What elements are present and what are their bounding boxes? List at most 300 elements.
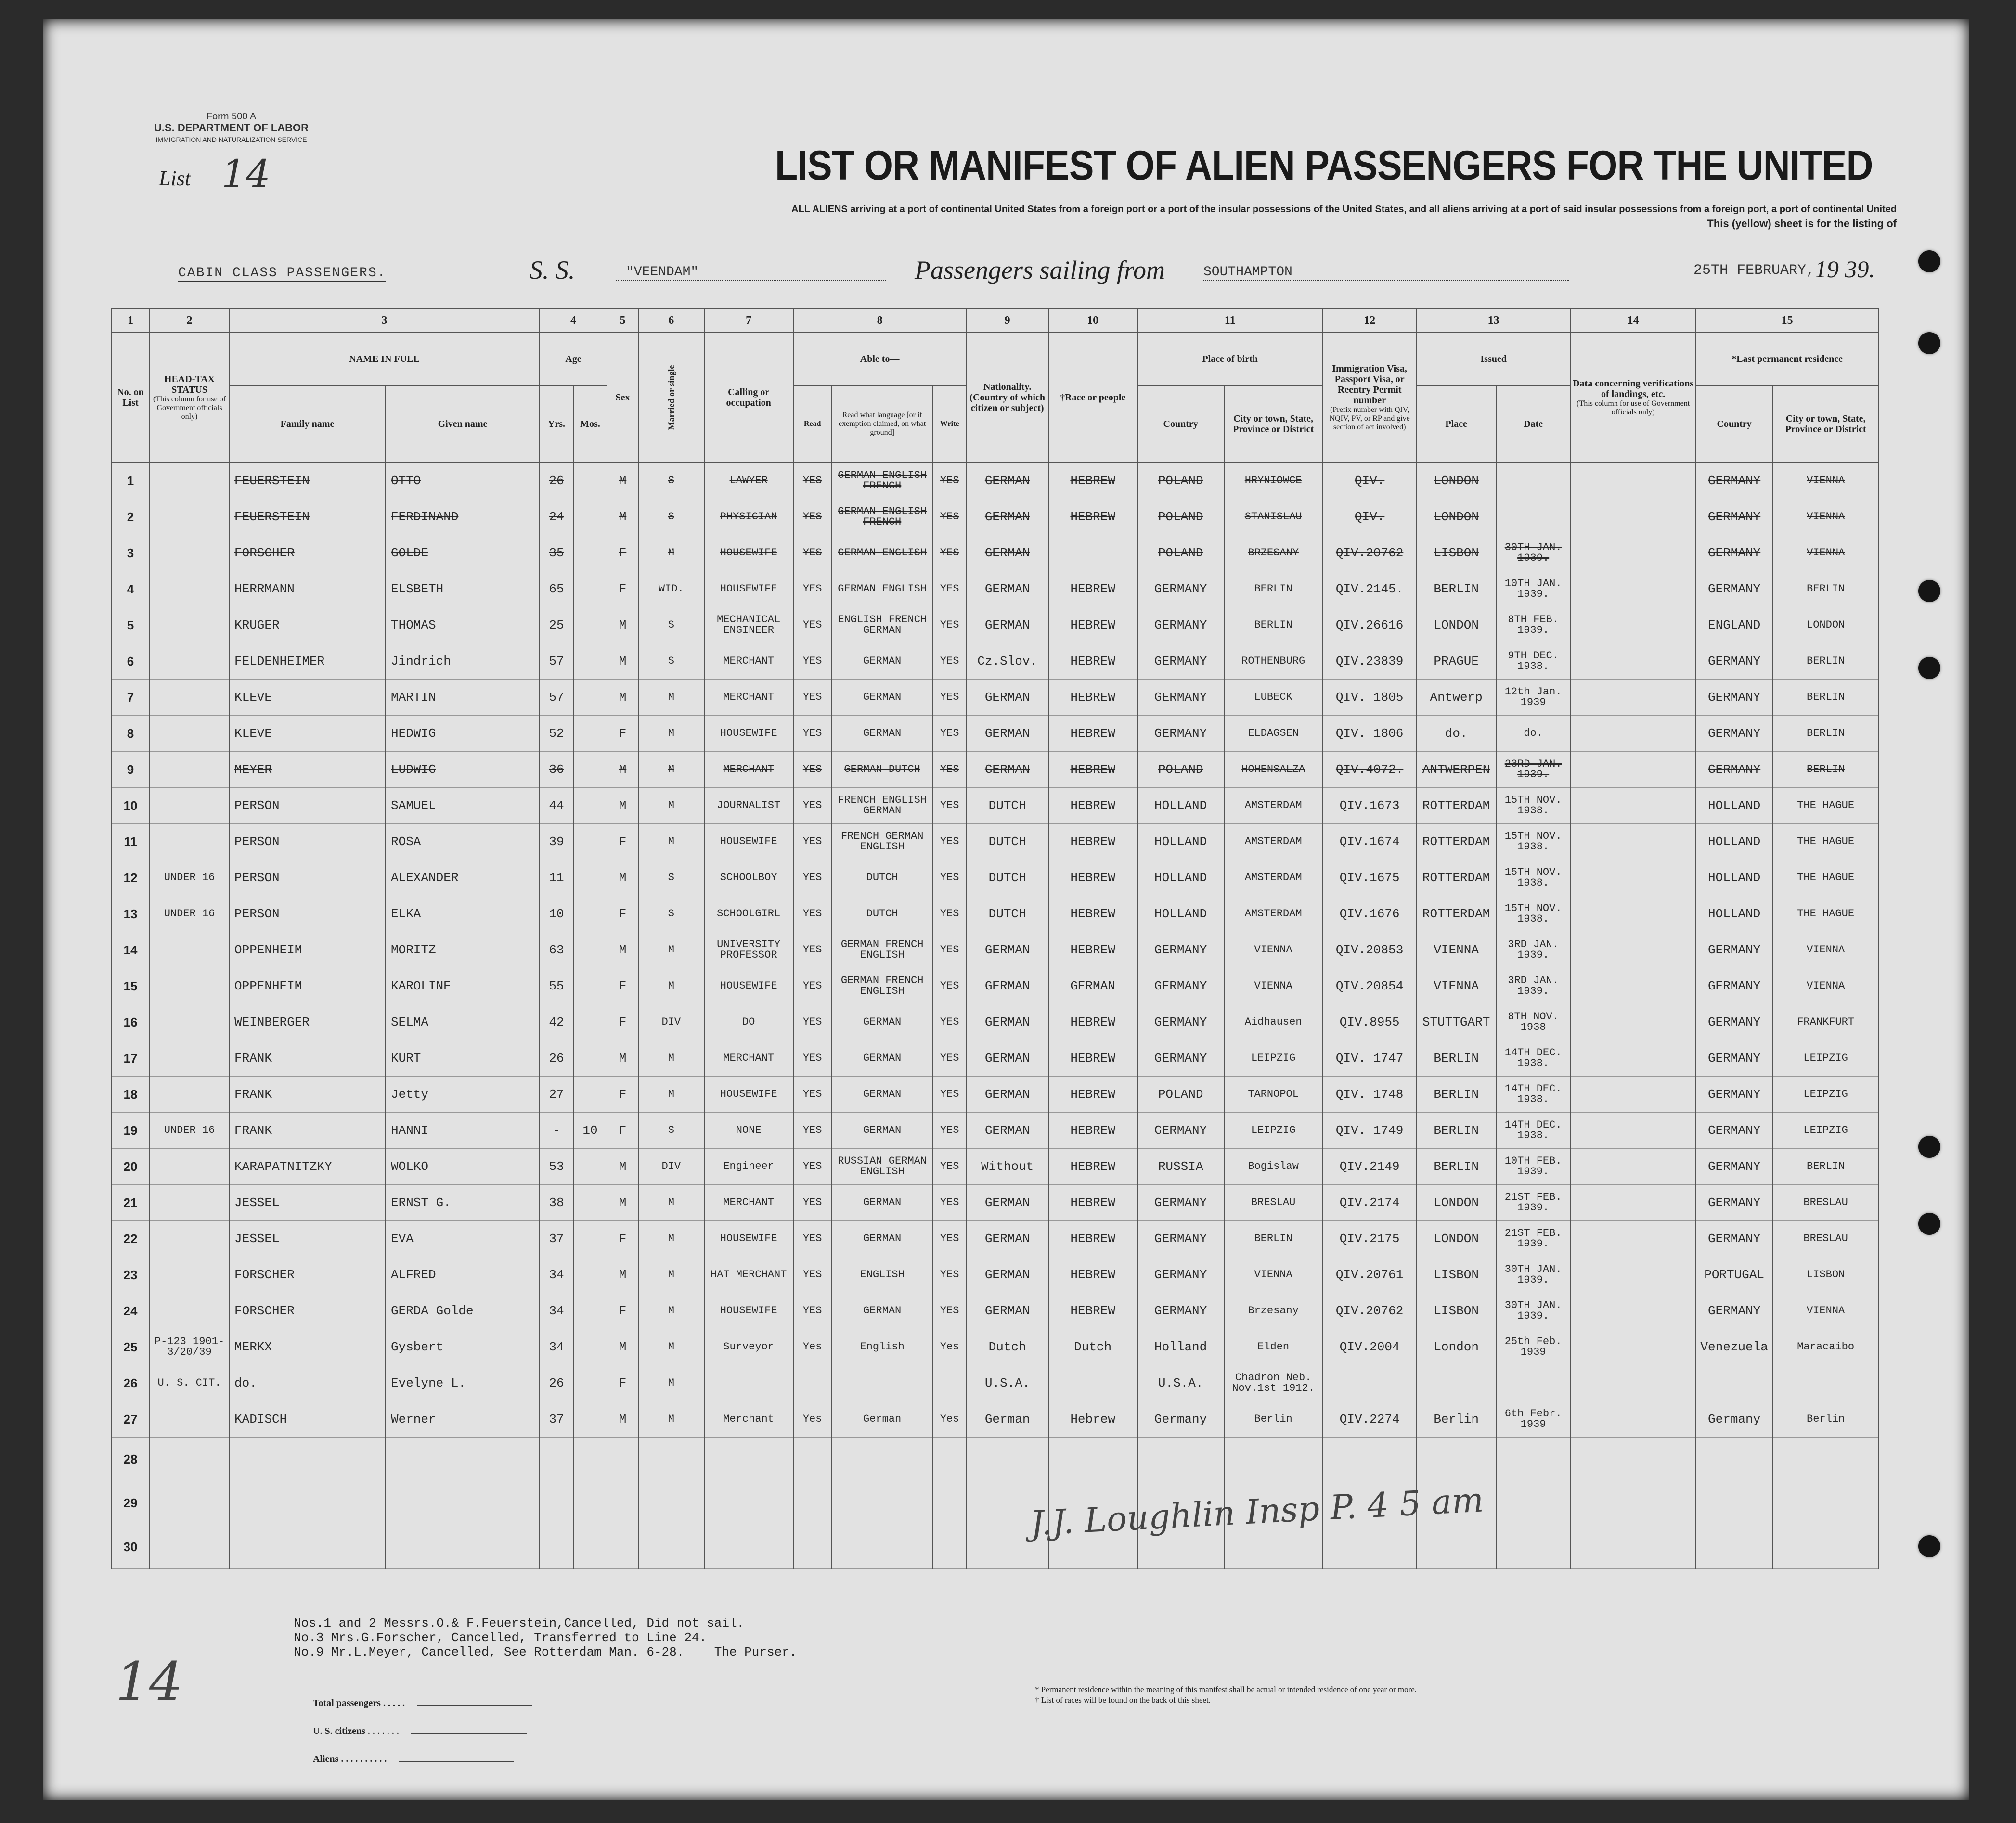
age-months: [573, 1293, 607, 1329]
residence-city: [1773, 1438, 1879, 1481]
birth-city: AMSTERDAM: [1224, 788, 1323, 824]
residence-city: BERLIN: [1773, 716, 1879, 752]
visa-number: QIV.2145.: [1323, 571, 1417, 607]
nationality: DUTCH: [967, 896, 1048, 932]
can-read: YES: [793, 1185, 832, 1221]
colnum-1: 1: [111, 308, 150, 333]
birth-city: Aidhausen: [1224, 1004, 1323, 1040]
race: [1048, 535, 1137, 571]
family-name: PERSON: [229, 788, 386, 824]
sex: [607, 1525, 638, 1569]
manifest-sheet: [43, 19, 1969, 1800]
birth-country: GERMANY: [1137, 680, 1224, 716]
residence-city: VIENNA: [1773, 932, 1879, 968]
residence-city: BRESLAU: [1773, 1221, 1879, 1257]
issued-date: 30TH JAN. 1939.: [1496, 535, 1571, 571]
occupation: MERCHANT: [704, 1185, 793, 1221]
residence-country: GERMANY: [1696, 680, 1773, 716]
landing-data: [1571, 716, 1696, 752]
visa-number: QIV.4072.: [1323, 752, 1417, 788]
hdr-landing-note: (This column for use of Government officials only): [1577, 399, 1690, 416]
marital-status: S: [638, 607, 704, 643]
can-write: YES: [933, 968, 967, 1004]
age-months: [573, 860, 607, 896]
landing-data: [1571, 1077, 1696, 1113]
marital-status: M: [638, 1077, 704, 1113]
hdr-nationality: Nationality. (Country of which citizen or subject): [967, 333, 1048, 462]
landing-data: [1571, 462, 1696, 499]
can-read: YES: [793, 643, 832, 680]
birth-country: GERMANY: [1137, 932, 1224, 968]
marital-status: M: [638, 1293, 704, 1329]
occupation: MERCHANT: [704, 752, 793, 788]
birth-country: GERMANY: [1137, 1185, 1224, 1221]
sex: F: [607, 716, 638, 752]
hdr-visa: [1323, 333, 1417, 462]
table-row: [111, 752, 1879, 788]
marital-status: M: [638, 788, 704, 824]
sex: M: [607, 1329, 638, 1365]
nationality: DUTCH: [967, 860, 1048, 896]
age-months: [573, 1185, 607, 1221]
table-row: [111, 824, 1879, 860]
hdr-married: [638, 333, 704, 462]
residence-city: VIENNA: [1773, 462, 1879, 499]
visa-number: QIV.1675: [1323, 860, 1417, 896]
birth-country: HOLLAND: [1137, 896, 1224, 932]
race: HEBREW: [1048, 462, 1137, 499]
occupation: SCHOOLGIRL: [704, 896, 793, 932]
age-months: [573, 1525, 607, 1569]
birth-city: BRESLAU: [1224, 1185, 1323, 1221]
occupation: [704, 1481, 793, 1525]
occupation: HOUSEWIFE: [704, 1077, 793, 1113]
issued-place: VIENNA: [1417, 968, 1496, 1004]
given-name: Evelyne L.: [386, 1365, 540, 1401]
birth-city: TARNOPOL: [1224, 1077, 1323, 1113]
row-number: 20: [111, 1149, 150, 1185]
age-years: 42: [540, 1004, 573, 1040]
table-row: [111, 1221, 1879, 1257]
manifest-table: [111, 308, 1879, 1569]
issued-date: 10TH JAN. 1939.: [1496, 571, 1571, 607]
age-months: [573, 716, 607, 752]
age-months: [573, 607, 607, 643]
hdr-read-language: Read what language [or if exemption claimed, on what ground]: [832, 385, 933, 462]
hdr-name-in-full: NAME IN FULL: [229, 333, 540, 385]
age-years: 57: [540, 643, 573, 680]
birth-city: VIENNA: [1224, 1257, 1323, 1293]
can-read: YES: [793, 499, 832, 535]
binder-hole: [1918, 1535, 1940, 1557]
age-months: [573, 643, 607, 680]
ss-label: S. S.: [530, 256, 575, 284]
age-years: [540, 1481, 573, 1525]
residence-country: HOLLAND: [1696, 788, 1773, 824]
can-write: YES: [933, 932, 967, 968]
residence-country: GERMANY: [1696, 752, 1773, 788]
sex: F: [607, 1113, 638, 1149]
race: HEBREW: [1048, 1257, 1137, 1293]
can-read: YES: [793, 788, 832, 824]
issued-place: Antwerp: [1417, 680, 1496, 716]
us-citizens-blank: [411, 1733, 527, 1734]
can-write: YES: [933, 1113, 967, 1149]
issued-place: LONDON: [1417, 462, 1496, 499]
hdr-landing-title: Data concerning verifications of landings, etc.: [1573, 378, 1694, 399]
family-name: PERSON: [229, 896, 386, 932]
read-language: GERMAN ENGLISH: [832, 571, 933, 607]
visa-number: QIV.20854: [1323, 968, 1417, 1004]
issued-place: LISBON: [1417, 1257, 1496, 1293]
sex: F: [607, 1293, 638, 1329]
can-write: YES: [933, 643, 967, 680]
family-name: JESSEL: [229, 1221, 386, 1257]
visa-number: QIV.1673: [1323, 788, 1417, 824]
residence-country: GERMANY: [1696, 716, 1773, 752]
race: HEBREW: [1048, 1113, 1137, 1149]
visa-number: QIV.23839: [1323, 643, 1417, 680]
age-months: [573, 1401, 607, 1438]
sex: M: [607, 932, 638, 968]
age-months: 10: [573, 1113, 607, 1149]
sex: F: [607, 571, 638, 607]
table-row: [111, 1113, 1879, 1149]
can-read: YES: [793, 1113, 832, 1149]
occupation: HOUSEWIFE: [704, 716, 793, 752]
occupation: [704, 1525, 793, 1569]
row-number: 19: [111, 1113, 150, 1149]
issued-place: LONDON: [1417, 499, 1496, 535]
family-name: FRANK: [229, 1040, 386, 1077]
family-name: MEYER: [229, 752, 386, 788]
can-read: YES: [793, 1077, 832, 1113]
visa-number: [1323, 1365, 1417, 1401]
sex: M: [607, 1257, 638, 1293]
table-row: [111, 607, 1879, 643]
can-read: YES: [793, 571, 832, 607]
subtitle-line-1: ALL ALIENS arriving at a port of continental United States from a foreign port or a port of the insular possessions of the United States, and all aliens arriving at a port of said insular possessions from a foreign port, a port of continental United: [791, 204, 1897, 215]
race: HEBREW: [1048, 1185, 1137, 1221]
birth-country: Germany: [1137, 1401, 1224, 1438]
table-row: [111, 643, 1879, 680]
occupation: HOUSEWIFE: [704, 824, 793, 860]
family-name: PERSON: [229, 824, 386, 860]
occupation: HAT MERCHANT: [704, 1257, 793, 1293]
visa-number: QIV. 1748: [1323, 1077, 1417, 1113]
residence-country: HOLLAND: [1696, 896, 1773, 932]
race: HEBREW: [1048, 1040, 1137, 1077]
marital-status: [638, 1481, 704, 1525]
race: HEBREW: [1048, 860, 1137, 896]
nationality: GERMAN: [967, 571, 1048, 607]
age-years: 55: [540, 968, 573, 1004]
birth-city: Berlin: [1224, 1401, 1323, 1438]
occupation: MERCHANT: [704, 1040, 793, 1077]
given-name: LUDWIG: [386, 752, 540, 788]
head-tax-status: [150, 643, 229, 680]
head-tax-status: [150, 1004, 229, 1040]
given-name: KAROLINE: [386, 968, 540, 1004]
hdr-race: †Race or people: [1048, 333, 1137, 462]
birth-city: ELDAGSEN: [1224, 716, 1323, 752]
birth-city: Brzesany: [1224, 1293, 1323, 1329]
race: HEBREW: [1048, 571, 1137, 607]
residence-country: GERMANY: [1696, 1293, 1773, 1329]
race: [1048, 1438, 1137, 1481]
issued-date: 15TH NOV. 1938.: [1496, 896, 1571, 932]
landing-data: [1571, 896, 1696, 932]
departure-port: SOUTHAMPTON: [1203, 265, 1569, 281]
visa-number: QIV. 1806: [1323, 716, 1417, 752]
list-number: 14: [221, 152, 271, 196]
birth-city: BERLIN: [1224, 607, 1323, 643]
subtitle-line-2: This (yellow) sheet is for the listing of: [1707, 218, 1897, 230]
issued-place: London: [1417, 1329, 1496, 1365]
can-write: YES: [933, 607, 967, 643]
read-language: GERMAN: [832, 1077, 933, 1113]
visa-number: QIV.2274: [1323, 1401, 1417, 1438]
visa-number: QIV.1674: [1323, 824, 1417, 860]
hdr-place-of-birth: Place of birth: [1137, 333, 1323, 385]
issued-date: 15TH NOV. 1938.: [1496, 788, 1571, 824]
sex: F: [607, 1004, 638, 1040]
visa-number: QIV.: [1323, 462, 1417, 499]
head-tax-status: [150, 716, 229, 752]
age-years: 34: [540, 1329, 573, 1365]
age-years: 11: [540, 860, 573, 896]
family-name: FRANK: [229, 1113, 386, 1149]
can-write: YES: [933, 788, 967, 824]
visa-number: QIV. 1747: [1323, 1040, 1417, 1077]
marital-status: M: [638, 1185, 704, 1221]
landing-data: [1571, 1257, 1696, 1293]
visa-number: QIV.: [1323, 499, 1417, 535]
can-read: YES: [793, 716, 832, 752]
issued-date: [1496, 1438, 1571, 1481]
race: HEBREW: [1048, 824, 1137, 860]
age-months: [573, 1149, 607, 1185]
nationality: GERMAN: [967, 1004, 1048, 1040]
landing-data: [1571, 1149, 1696, 1185]
birth-city: AMSTERDAM: [1224, 860, 1323, 896]
row-number: 28: [111, 1438, 150, 1481]
given-name: HANNI: [386, 1113, 540, 1149]
age-years: 34: [540, 1293, 573, 1329]
sex: F: [607, 535, 638, 571]
given-name: [386, 1481, 540, 1525]
age-years: [540, 1438, 573, 1481]
family-name: JESSEL: [229, 1185, 386, 1221]
issued-date: 21ST FEB. 1939.: [1496, 1221, 1571, 1257]
row-number: 18: [111, 1077, 150, 1113]
aliens-label: Aliens: [313, 1754, 339, 1764]
race: HEBREW: [1048, 716, 1137, 752]
race: GERMAN: [1048, 968, 1137, 1004]
hdr-head-tax-note: (This column for use of Government officials only): [153, 395, 226, 421]
residence-city: [1773, 1481, 1879, 1525]
family-name: FELDENHEIMER: [229, 643, 386, 680]
read-language: [832, 1438, 933, 1481]
issued-place: BERLIN: [1417, 571, 1496, 607]
table-row: [111, 1004, 1879, 1040]
birth-city: Chadron Neb. Nov.1st 1912.: [1224, 1365, 1323, 1401]
table-row: [111, 1401, 1879, 1438]
table-row: [111, 571, 1879, 607]
nationality: GERMAN: [967, 607, 1048, 643]
head-tax-status: [150, 1525, 229, 1569]
form-header: [154, 111, 309, 145]
marital-status: DIV: [638, 1149, 704, 1185]
occupation: Merchant: [704, 1401, 793, 1438]
read-language: DUTCH: [832, 896, 933, 932]
marital-status: [638, 1438, 704, 1481]
can-write: YES: [933, 824, 967, 860]
nationality: Dutch: [967, 1329, 1048, 1365]
issued-place: LONDON: [1417, 607, 1496, 643]
can-read: YES: [793, 1004, 832, 1040]
birth-city: BERLIN: [1224, 1221, 1323, 1257]
table-row: [111, 1365, 1879, 1401]
row-number: 17: [111, 1040, 150, 1077]
table-row: [111, 788, 1879, 824]
residence-city: Maracaibo: [1773, 1329, 1879, 1365]
issued-date: 30TH JAN. 1939.: [1496, 1293, 1571, 1329]
visa-number: [1323, 1525, 1417, 1569]
race: HEBREW: [1048, 1077, 1137, 1113]
head-tax-status: [150, 1149, 229, 1185]
can-write: [933, 1438, 967, 1481]
can-write: [933, 1525, 967, 1569]
nationality: DUTCH: [967, 788, 1048, 824]
given-name: MORITZ: [386, 932, 540, 968]
residence-city: BERLIN: [1773, 571, 1879, 607]
marital-status: M: [638, 1040, 704, 1077]
residence-city: THE HAGUE: [1773, 896, 1879, 932]
colnum-6: 6: [638, 308, 704, 333]
birth-country: HOLLAND: [1137, 824, 1224, 860]
sex: M: [607, 1185, 638, 1221]
residence-city: VIENNA: [1773, 535, 1879, 571]
nationality: GERMAN: [967, 1257, 1048, 1293]
head-tax-status: [150, 1185, 229, 1221]
residence-country: [1696, 1438, 1773, 1481]
birth-country: RUSSIA: [1137, 1149, 1224, 1185]
given-name: SELMA: [386, 1004, 540, 1040]
binder-hole: [1918, 657, 1940, 679]
residence-country: GERMANY: [1696, 1149, 1773, 1185]
marital-status: M: [638, 1329, 704, 1365]
marital-status: M: [638, 1257, 704, 1293]
landing-data: [1571, 571, 1696, 607]
can-read: Yes: [793, 1329, 832, 1365]
list-label: List: [159, 167, 191, 190]
can-write: YES: [933, 860, 967, 896]
nationality: Without: [967, 1149, 1048, 1185]
issued-date: 30TH JAN. 1939.: [1496, 1257, 1571, 1293]
nationality: U.S.A.: [967, 1365, 1048, 1401]
occupation: DO: [704, 1004, 793, 1040]
read-language: German: [832, 1401, 933, 1438]
head-tax-status: [150, 1221, 229, 1257]
hdr-issued-date: Date: [1496, 385, 1571, 462]
given-name: ELKA: [386, 896, 540, 932]
issued-place: ANTWERPEN: [1417, 752, 1496, 788]
read-language: [832, 1365, 933, 1401]
margin-number: 14: [116, 1651, 183, 1712]
can-read: Yes: [793, 1401, 832, 1438]
residence-country: [1696, 1481, 1773, 1525]
hdr-issued: Issued: [1417, 333, 1571, 385]
can-read: YES: [793, 1293, 832, 1329]
birth-country: GERMANY: [1137, 1004, 1224, 1040]
table-row: [111, 860, 1879, 896]
birth-city: HRYNIOWCE: [1224, 462, 1323, 499]
issued-place: LISBON: [1417, 535, 1496, 571]
age-years: [540, 1525, 573, 1569]
birth-country: GERMANY: [1137, 1113, 1224, 1149]
can-write: YES: [933, 499, 967, 535]
given-name: ALFRED: [386, 1257, 540, 1293]
age-years: 37: [540, 1401, 573, 1438]
nationality: GERMAN: [967, 968, 1048, 1004]
head-tax-status: [150, 571, 229, 607]
issued-date: 8TH FEB. 1939.: [1496, 607, 1571, 643]
marital-status: M: [638, 680, 704, 716]
landing-data: [1571, 607, 1696, 643]
residence-city: BERLIN: [1773, 1149, 1879, 1185]
residence-country: GERMANY: [1696, 1221, 1773, 1257]
hdr-head-tax: [150, 333, 229, 462]
can-write: YES: [933, 1040, 967, 1077]
given-name: FERDINAND: [386, 499, 540, 535]
landing-data: [1571, 1329, 1696, 1365]
row-number: 23: [111, 1257, 150, 1293]
birth-city: LEIPZIG: [1224, 1040, 1323, 1077]
row-number: 3: [111, 535, 150, 571]
occupation: HOUSEWIFE: [704, 1221, 793, 1257]
age-years: 36: [540, 752, 573, 788]
residence-country: GERMANY: [1696, 643, 1773, 680]
sex: F: [607, 1077, 638, 1113]
visa-number: QIV.8955: [1323, 1004, 1417, 1040]
given-name: Jindrich: [386, 643, 540, 680]
table-row: [111, 1438, 1879, 1481]
residence-city: BRESLAU: [1773, 1185, 1879, 1221]
table-row: [111, 499, 1879, 535]
residence-country: GERMANY: [1696, 1077, 1773, 1113]
issued-place: ROTTERDAM: [1417, 896, 1496, 932]
read-language: [832, 1525, 933, 1569]
landing-data: [1571, 1004, 1696, 1040]
head-tax-status: [150, 1077, 229, 1113]
marital-status: M: [638, 1401, 704, 1438]
head-tax-status: [150, 1257, 229, 1293]
given-name: HEDWIG: [386, 716, 540, 752]
can-read: YES: [793, 680, 832, 716]
can-write: YES: [933, 535, 967, 571]
residence-country: GERMANY: [1696, 932, 1773, 968]
visa-number: QIV.1676: [1323, 896, 1417, 932]
read-language: GERMAN: [832, 1113, 933, 1149]
age-years: 10: [540, 896, 573, 932]
residence-country: [1696, 1365, 1773, 1401]
row-number: 13: [111, 896, 150, 932]
footnotes: [1035, 1684, 1417, 1706]
landing-data: [1571, 1401, 1696, 1438]
residence-country: PORTUGAL: [1696, 1257, 1773, 1293]
age-years: 25: [540, 607, 573, 643]
